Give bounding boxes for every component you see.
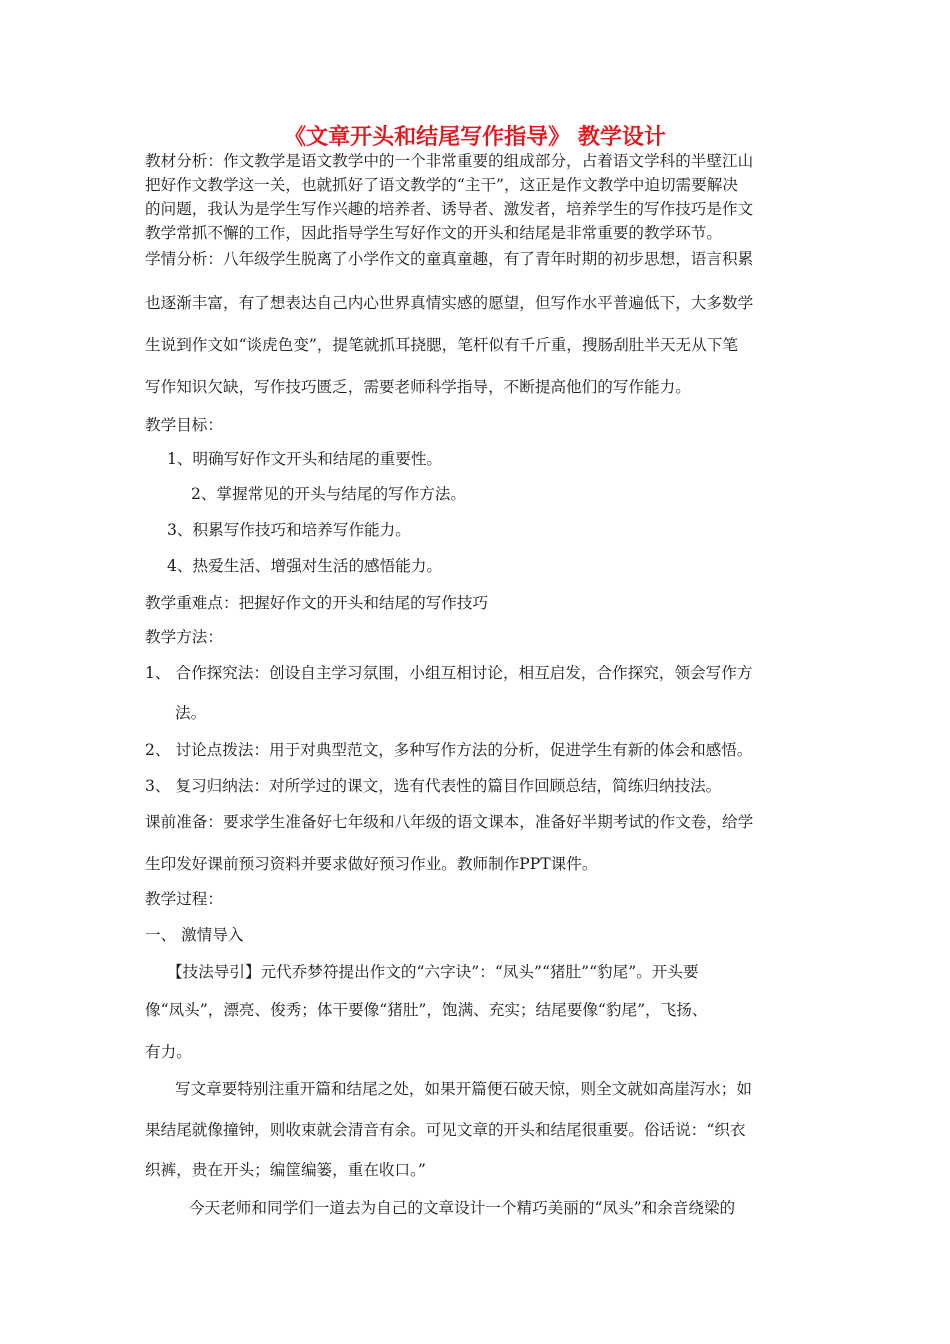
- document-title: 《文章开头和结尾写作指导》 教学设计: [284, 125, 666, 150]
- list-item: 1、 合作探究法：创设自主学习氛围，小组互相讨论，相互启发，合作探究，领会写作方: [145, 664, 753, 682]
- section-heading: 教学方法：: [145, 628, 223, 646]
- text-line: 学情分析：八年级学生脱离了小学作文的童真童趣，有了青年时期的初步思想，语言积累: [145, 250, 754, 268]
- text-line: 像“凤头”，漂亮、俊秀；体干要像“猪肚”，饱满、充实；结尾要像“豹尾”，飞扬、: [145, 1001, 708, 1019]
- text-line: 写文章要特别注重开篇和结尾之处，如果开篇便石破天惊，则全文就如高崖泻水；如: [175, 1080, 752, 1098]
- text-line: 的问题，我认为是学生写作兴趣的培养者、诱导者、激发者，培养学生的写作技巧是作文: [145, 200, 754, 218]
- text-line: 写作知识欠缺，写作技巧匮乏，需要老师科学指导，不断提高他们的写作能力。: [145, 378, 691, 396]
- text-line: 果结尾就像撞钟，则收束就会清音有余。可见文章的开头和结尾很重要。俗话说：“织衣: [145, 1121, 746, 1139]
- text-line: 生说到作文如“谈虎色变”，提笔就抓耳挠腮，笔杆似有千斤重，搜肠刮肚半天无从下笔: [145, 336, 738, 354]
- list-item: 1、明确写好作文开头和结尾的重要性。: [167, 450, 443, 468]
- text-line: 织裤，贵在开头；编筐编篓，重在收口。”: [145, 1161, 426, 1179]
- text-line: 教材分析：作文教学是语文教学中的一个非常重要的组成部分，占着语文学科的半壁江山: [145, 152, 754, 170]
- section-heading: 教学目标：: [145, 416, 223, 434]
- list-item: 3、 复习归纳法：对所学过的课文，选有代表性的篇目作回顾总结，简练归纳技法。: [145, 777, 722, 795]
- text-line: 课前准备：要求学生准备好七年级和八年级的语文课本，准备好半期考试的作文卷，给学: [145, 813, 754, 831]
- text-line: 今天老师和同学们一道去为自己的文章设计一个精巧美丽的“凤头”和余音绕梁的: [189, 1199, 736, 1217]
- list-item: 3、积累写作技巧和培养写作能力。: [167, 521, 411, 539]
- text-line: 法。: [175, 704, 207, 722]
- section-heading: 一、 激情导入: [145, 926, 244, 944]
- text-line: 把好作文教学这一关，也就抓好了语文教学的“主干”，这正是作文教学中迫切需要解决: [145, 176, 738, 194]
- text-line: 也逐渐丰富，有了想表达自己内心世界真情实感的愿望，但写作水平普遍低下，大多数学: [145, 294, 754, 312]
- list-item: 4、热爱生活、增强对生活的感悟能力。: [167, 557, 443, 575]
- text-line: 【技法导引】元代乔梦符提出作文的“六字诀”：“凤头”“猪肚”“豹尾”。开头要: [167, 963, 699, 981]
- list-item: 2、 讨论点拨法：用于对典型范文，多种写作方法的分析，促进学生有新的体会和感悟。: [145, 741, 753, 759]
- text-line: 有力。: [145, 1043, 192, 1061]
- text-line: 教学常抓不懈的工作，因此指导学生写好作文的开头和结尾是非常重要的教学环节。: [145, 224, 722, 242]
- section-heading: 教学过程：: [145, 890, 223, 908]
- text-line: 教学重难点：把握好作文的开头和结尾的写作技巧: [145, 594, 489, 612]
- text-line: 生印发好课前预习资料并要求做好预习作业。教师制作PPT课件。: [145, 855, 598, 873]
- list-item: 2、掌握常见的开头与结尾的写作方法。: [191, 485, 467, 503]
